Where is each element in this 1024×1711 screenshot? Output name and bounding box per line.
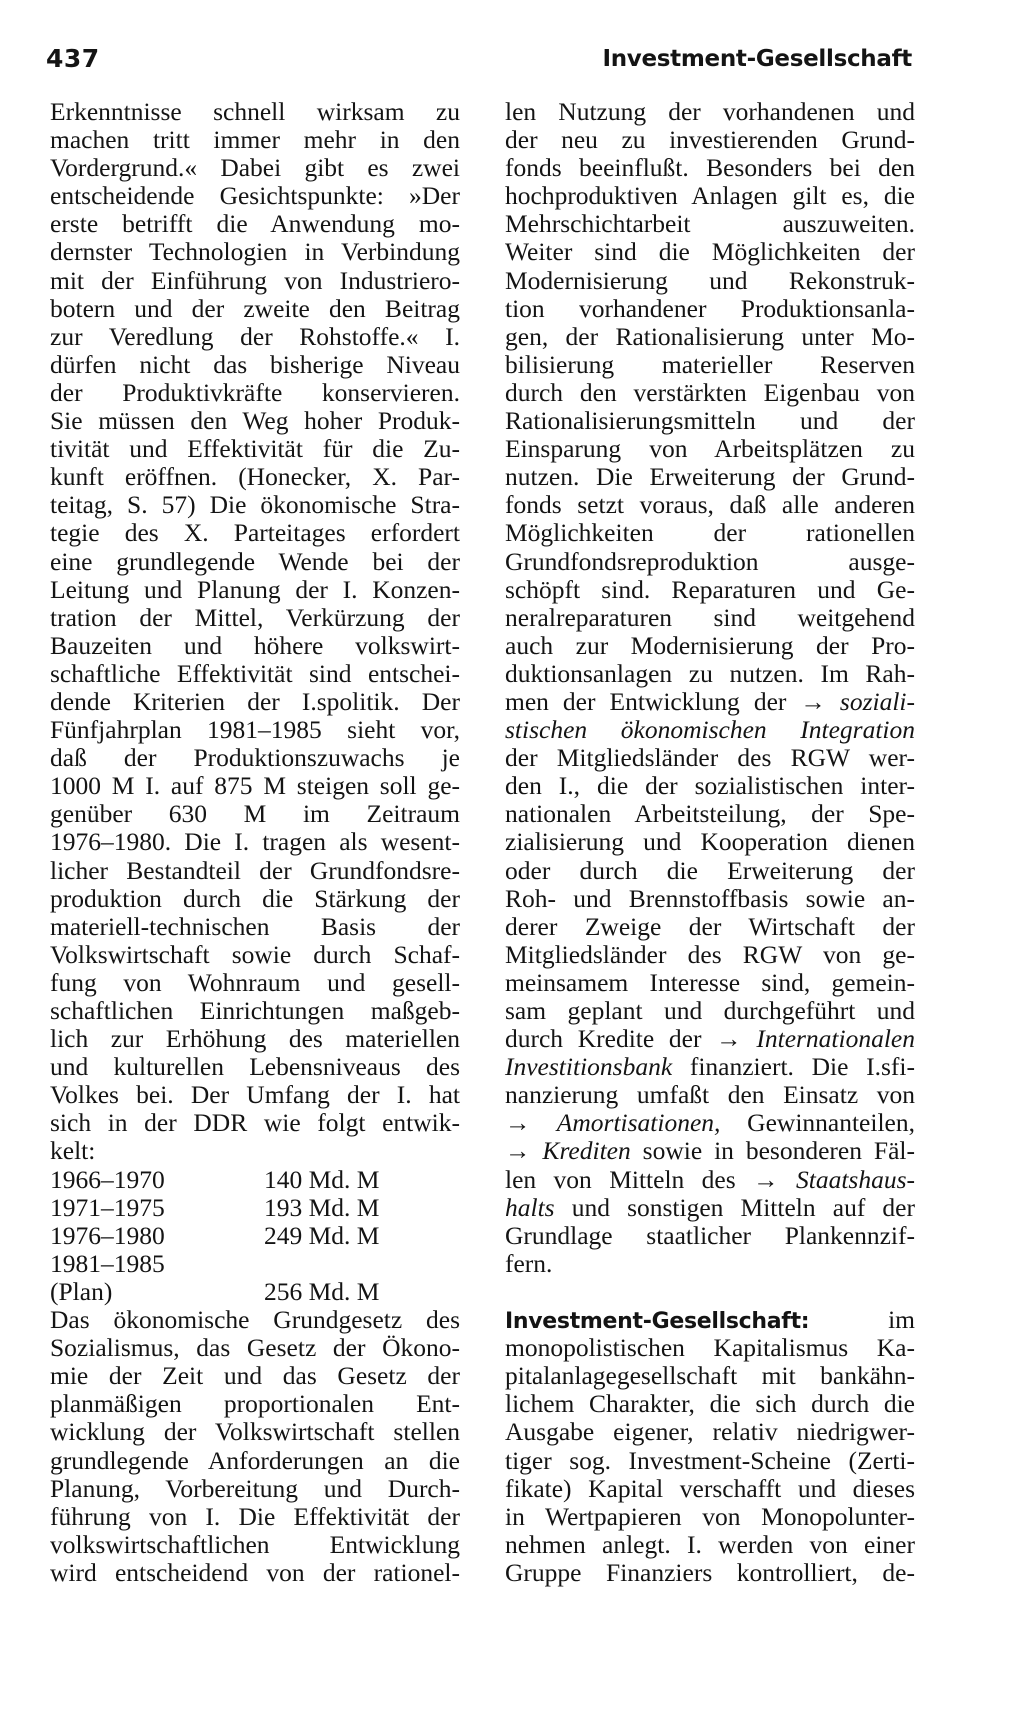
text-line: hochproduktiven Anlagen gilt es, die (505, 181, 915, 211)
text-line: durch Kredite der → Internationalen (505, 1024, 916, 1054)
left-text-block-continued (50, 1306, 460, 1587)
text-line: daß der Produktionszuwachs je (50, 743, 460, 773)
text-line: in Wertpapieren von Monopolunter- (505, 1501, 915, 1531)
text-line: der Mitgliedsländer des RGW wer- (505, 743, 915, 773)
text-line: zialisierung und Kooperation dienen (505, 827, 915, 857)
entry-heading: Investment-Gesellschaft: (505, 1309, 810, 1335)
text-line: meinsamem Interesse sind, gemein- (505, 967, 915, 997)
table-period: 1981–1985 (50, 1248, 165, 1278)
text-line: den I., die der sozialistischen inter- (505, 771, 915, 801)
text-line: wicklung der Volkswirtschaft stellen (50, 1417, 460, 1447)
running-head: Investment-Gesellschaft (602, 46, 912, 72)
cross-reference-link[interactable]: Krediten (530, 1136, 631, 1166)
text-line: fonds beeinflußt. Besonders bei den (505, 153, 915, 183)
text-line: → Amortisationen, Gewinnanteilen, (505, 1108, 915, 1138)
text-line: schaftliche Effektivität sind entschei- (50, 658, 460, 688)
text-line: planmäßigen proportionalen Ent- (50, 1389, 460, 1419)
text-line: Roh- und Brennstoffbasis sowie an- (505, 883, 915, 913)
cross-reference-arrow-icon: → (505, 1108, 531, 1138)
text-line: sam geplant und durchgeführt und (505, 996, 915, 1025)
entry-body (505, 1334, 915, 1587)
page-number: 437 (46, 44, 100, 73)
text-line: dürfen nicht das bisherige Niveau (50, 349, 460, 379)
text-line: monopolistischen Kapitalismus Ka- (505, 1333, 915, 1363)
text-line: len Nutzung der vorhandenen und (505, 97, 915, 126)
text-line: nutzen. Die Erweiterung der Grund- (505, 462, 915, 492)
text-line: tion vorhandener Produktionsanla- (505, 293, 915, 323)
table-amount: 256 Md. M (264, 1276, 380, 1306)
text-line: Mitgliedsländer des RGW von ge- (505, 939, 915, 969)
cross-reference-arrow-icon: → (753, 1164, 779, 1194)
text-line: duktionsanlagen zu nutzen. Im Rah- (505, 658, 915, 688)
cross-reference-link[interactable]: stischen ökonomischen Integration (505, 715, 915, 745)
text-line: auch zur Modernisierung der Pro- (505, 630, 915, 660)
text-line: lichem Charakter, die sich durch die (505, 1389, 915, 1419)
cross-reference-link[interactable]: Staatshaus- (778, 1164, 915, 1194)
table-amount: 193 Md. M (264, 1192, 380, 1222)
text-line: tiger sog. Investment-Scheine (Zerti- (505, 1445, 915, 1475)
text-line: tegie des X. Parteitages erfordert (50, 518, 460, 548)
table-period: (Plan) (50, 1276, 113, 1306)
text-line: bilisierung materieller Reserven (505, 349, 915, 379)
entry-first-line: Investment-Gesellschaft: im (505, 1305, 915, 1335)
text-line: Leitung und Planung der I. Konzen- (50, 574, 460, 604)
text-line: der neu zu investierenden Grund- (505, 125, 915, 155)
text-line: mie der Zeit und das Gesetz der (50, 1361, 460, 1391)
text-line: fikate) Kapital verschafft und dieses (505, 1473, 915, 1503)
text-line: Investitionsbank finanziert. Die I.sfi- (505, 1052, 915, 1082)
text-line: Vordergrund.« Dabei gibt es zwei (50, 153, 460, 183)
text-line: tration der Mittel, Verkürzung der (50, 602, 460, 632)
text-line: fonds setzt voraus, daß alle anderen (505, 490, 915, 520)
cross-reference-link[interactable]: halts (505, 1192, 555, 1222)
text-line: botern und der zweite den Beitrag (50, 293, 460, 323)
investment-table (50, 1166, 460, 1306)
text-line: fung von Wohnraum und gesell- (50, 967, 460, 997)
text-line: Volkes bei. Der Umfang der I. hat (50, 1080, 460, 1110)
text-line: Weiter sind die Möglichkeiten der (505, 237, 915, 267)
text-line: Sozialismus, das Gesetz der Ökono- (50, 1333, 460, 1363)
text-line: schaftlichen Einrichtungen maßgeb- (50, 996, 460, 1025)
table-row (50, 1194, 460, 1222)
text-line: mit der Einführung von Industriero- (50, 265, 460, 295)
text-line: der Produktivkräfte konservieren. (50, 377, 460, 407)
text-line: pitalanlagegesellschaft mit bankähn- (505, 1361, 915, 1391)
text-line: durch den verstärkten Eigenbau von (505, 377, 915, 407)
cross-reference-arrow-icon: → (800, 686, 826, 716)
cross-reference-arrow-icon: → (716, 1024, 742, 1054)
table-period: 1976–1980 (50, 1220, 165, 1250)
text-line: 1976–1980. Die I. tragen als wesent- (50, 827, 460, 857)
text-line: erste betrifft die Anwendung mo- (50, 209, 460, 239)
text-line: kelt: (50, 1136, 96, 1166)
text-line: machen tritt immer mehr in den (50, 125, 460, 155)
text-line: fern. (505, 1248, 553, 1278)
text-line: eine grundlegende Wende bei der (50, 546, 460, 576)
text-line: und kulturellen Lebensniveaus des (50, 1052, 460, 1082)
cross-reference-link[interactable]: Internationalen (741, 1024, 916, 1054)
table-amount: 249 Md. M (264, 1220, 380, 1250)
text-line: neralreparaturen sind weitgehend (505, 602, 915, 632)
text-line: Erkenntnisse schnell wirksam zu (50, 97, 460, 126)
text-line: volkswirtschaftlichen Entwicklung (50, 1529, 460, 1559)
text-line: len von Mitteln des → Staatshaus- (505, 1164, 915, 1194)
text-line: dernster Technologien in Verbindung (50, 237, 460, 267)
text-line: lich zur Erhöhung des materiellen (50, 1024, 460, 1054)
right-column (505, 98, 915, 1587)
text-line: Sie müssen den Weg hoher Produk- (50, 406, 460, 436)
cross-reference-arrow-icon: → (505, 1136, 531, 1166)
text-line: produktion durch die Stärkung der (50, 883, 460, 913)
text-line: Planung, Vorbereitung und Durch- (50, 1473, 460, 1503)
text-line: nanzierung umfaßt den Einsatz von (505, 1080, 915, 1110)
text-line: Grundfondsreproduktion ausge- (505, 546, 915, 576)
text-line: teitag, S. 57) Die ökonomische Stra- (50, 490, 460, 520)
text-line: Rationalisierungsmitteln und der (505, 406, 915, 436)
text-line: wird entscheidend von der rationel- (50, 1557, 460, 1587)
left-column (50, 98, 460, 1587)
text-line: → Krediten sowie in besonderen Fäl- (505, 1136, 915, 1166)
text-line: Grundlage staatlicher Plankennzif- (505, 1220, 915, 1250)
text-line: Gruppe Finanziers kontrolliert, de- (505, 1557, 915, 1587)
text-line: kunft eröffnen. (Honecker, X. Par- (50, 462, 460, 492)
text-line: Modernisierung und Rekonstruk- (505, 265, 915, 295)
text-line (505, 716, 915, 744)
text-line: gen, der Rationalisierung unter Mo- (505, 321, 915, 351)
text-line: Ausgabe eigener, relativ niedrigwer- (505, 1417, 915, 1447)
text-line: Mehrschichtarbeit auszuweiten. (505, 209, 915, 239)
text-line: tivität und Effektivität für die Zu- (50, 434, 460, 464)
text-line: halts und sonstigen Mitteln auf der (505, 1192, 915, 1222)
text-line: Das ökonomische Grundgesetz des (50, 1305, 460, 1335)
table-row (50, 1250, 460, 1278)
text-line: nehmen anlegt. I. werden von einer (505, 1529, 915, 1559)
text-line: 1000 M I. auf 875 M steigen soll ge- (50, 771, 460, 801)
text-line: men der Entwicklung der → soziali- (505, 686, 915, 716)
text-line: schöpft sind. Reparaturen und Ge- (505, 574, 915, 604)
text-line: führung von I. Die Effektivität der (50, 1501, 460, 1531)
text-line: zur Veredlung der Rohstoffe.« I. (50, 321, 460, 351)
text-line: oder durch die Erweiterung der (505, 855, 915, 885)
text-line: licher Bestandteil der Grundfondsre- (50, 855, 460, 885)
cross-reference-link[interactable]: soziali- (825, 686, 915, 716)
text-line: Volkswirtschaft sowie durch Schaf- (50, 939, 460, 969)
text-line: derer Zweige der Wirtschaft der (505, 911, 915, 941)
cross-reference-link[interactable]: Amortisationen, (530, 1108, 721, 1138)
cross-reference-link[interactable]: Investitionsbank (505, 1052, 673, 1082)
text-line: Fünfjahrplan 1981–1985 sieht vor, (50, 715, 460, 745)
text-line: genüber 630 M im Zeitraum (50, 799, 460, 829)
text-line: dende Kriterien der I.spolitik. Der (50, 686, 460, 716)
table-period: 1971–1975 (50, 1192, 165, 1222)
text-line: Bauzeiten und höhere volkswirt- (50, 630, 460, 660)
text-line: Möglichkeiten der rationellen (505, 518, 915, 548)
table-period: 1966–1970 (50, 1164, 165, 1194)
text-line: Einsparung von Arbeitsplätzen zu (505, 434, 915, 464)
text-line: sich in der DDR wie folgt entwik- (50, 1108, 460, 1138)
left-text-block (50, 98, 460, 1166)
table-amount: 140 Md. M (264, 1164, 380, 1194)
entry-spacer (505, 1278, 915, 1306)
table-row (50, 1222, 460, 1250)
right-text-block (505, 98, 915, 688)
text-line: materiell-technischen Basis der (50, 911, 460, 941)
text-line: grundlegende Anforderungen an die (50, 1445, 460, 1475)
text-line: nationalen Arbeitsteilung, der Spe- (505, 799, 915, 829)
table-row (50, 1166, 460, 1194)
text-line: entscheidende Gesichtspunkte: »Der (50, 181, 460, 211)
table-row (50, 1278, 460, 1306)
